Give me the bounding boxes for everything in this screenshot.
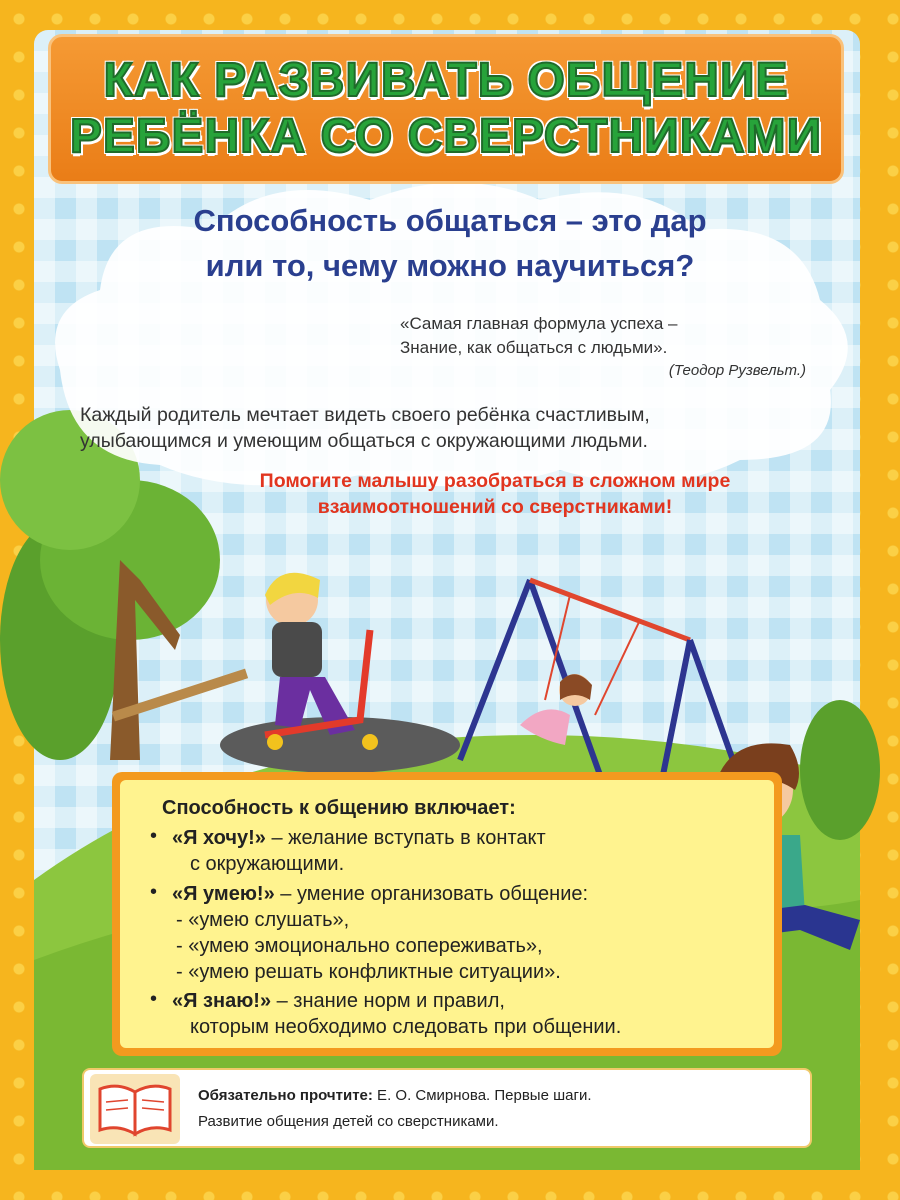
abilities-heading: Способность к общению включает: [162,797,516,819]
ability-item-1-text: – желание вступать в контакт [265,827,546,849]
ability-item-2 [172,881,588,907]
bullet-icon: • [150,881,158,903]
title-line-1: КАК РАЗВИВАТЬ ОБЩЕНИЕ [103,54,789,107]
ability-item-3-text: – знание норм и правил, [271,990,505,1012]
reading-line-1 [198,1083,592,1109]
bullet-icon: • [150,988,158,1010]
ability-item-2-text: – умение организовать общение: [274,883,589,905]
reading-label: Обязательно прочтите: [198,1087,373,1104]
bullet-icon: • [150,825,158,847]
quote-author: (Теодор Рузвельт.) [668,362,806,379]
reading-line-2: Развитие общения детей со сверстниками. [198,1113,499,1130]
swing-post-left [460,580,530,760]
question-line-2: или то, чему можно научиться? [205,248,695,283]
scooter-wheel-back [267,734,283,750]
bush-right [800,700,880,840]
paragraph-line-2: улыбающимся и умеющим общаться с окружающими людьми. [80,430,648,452]
quote-line-2: Знание, как общаться с людьми». [400,338,668,357]
call-line-1: Помогите малышу разобраться в сложном мире [259,470,731,492]
intro-paragraph [80,402,840,454]
quote [400,312,800,360]
intro-question [60,198,840,288]
quote-line-1: «Самая главная формула успеха – [400,314,678,333]
ability-item-3-label: «Я знаю!» [172,990,272,1012]
paragraph-line-1: Каждый родитель мечтает видеть своего ребёнка счастливым, [80,404,650,426]
ability-item-1 [172,825,546,851]
ability-item-1-label: «Я хочу!» [172,827,266,849]
ability-item-1-cont: с окружающими. [190,853,345,875]
ability-item-2-sub-3: - «умею решать конфликтные ситуации». [176,961,561,983]
call-line-2: взаимоотношений со сверстниками! [317,496,673,518]
ability-item-3 [172,988,505,1014]
reading-text [198,1083,592,1135]
swing-rope-2 [595,620,640,715]
reading-citation: Е. О. Смирнова. Первые шаги. [372,1087,592,1104]
ability-item-2-label: «Я умею!» [172,883,275,905]
question-line-1: Способность общаться – это дар [193,203,707,238]
ability-item-2-sub-2: - «умею эмоционально сопереживать», [176,935,543,957]
call-to-action [150,468,840,520]
title-line-2: РЕБЁНКА СО СВЕРСТНИКАМИ [69,110,823,163]
ability-item-2-sub-1: - «умею слушать», [176,909,350,931]
ability-item-3-cont: которым необходимо следовать при общении. [190,1016,622,1038]
scooter-wheel-front [362,734,378,750]
scooter-boy-shirt [272,622,322,677]
title-banner [48,34,844,184]
open-book-icon [90,1074,180,1144]
swing-bar [530,580,690,640]
